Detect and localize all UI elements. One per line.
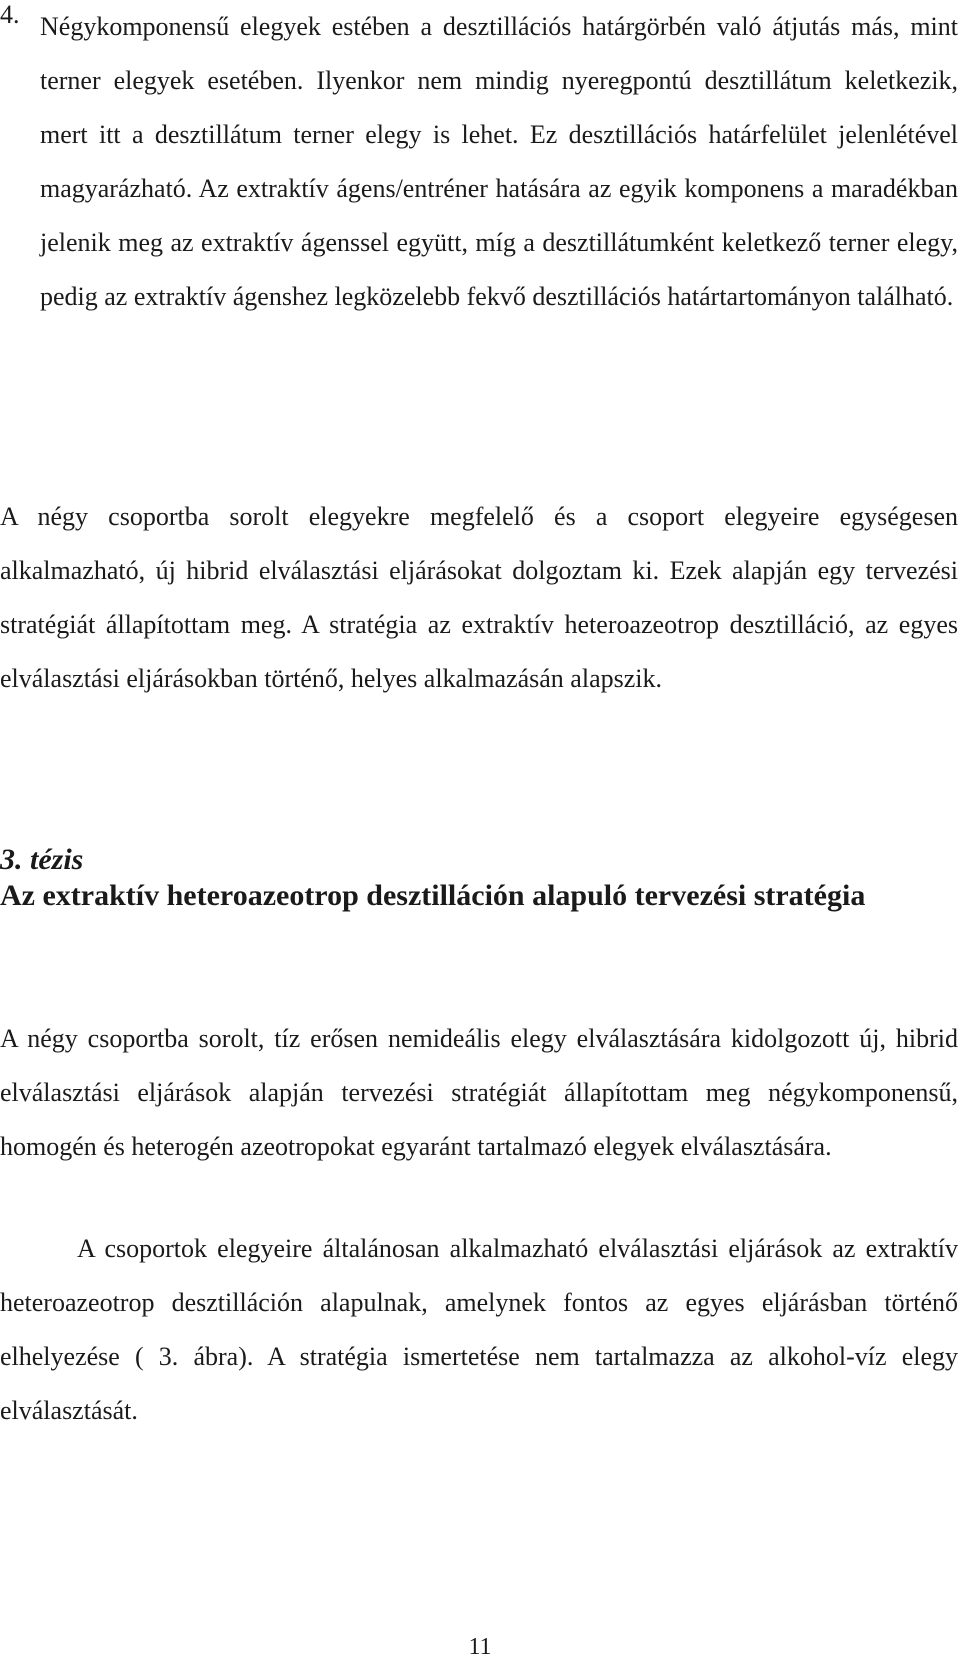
thesis-number: 3. tézis	[0, 843, 84, 876]
paragraph-separation-procedures: A csoportok elegyeire általánosan alkalmazható elválasztási eljárások az extraktív heteroazeotrop desztilláción alapulnak, amelynek fontos az egyes eljárásban történő elhelyezése ( 3. ábra). A stratégia ismertetése nem tartalmazza az alkohol-víz elegy elválasztását.	[0, 1234, 958, 1425]
thesis-title: Az extraktív heteroazeotrop desztilláción alapuló tervezési stratégia	[0, 879, 866, 912]
list-marker: 4.	[0, 0, 20, 29]
item-4-text: Négykomponensű elegyek estében a desztillációs határgörbén való átjutás más, mint terner elegyek esetében. Ilyenkor nem mindig nyeregpontú desztillátum keletkezik, mert itt a desztillátum terner elegy is lehet. Ez desztillációs határfelület jelenlétével magyarázható. Az extraktív ágens/entréner hatására az egyik komponens a maradékban jelenik meg az extraktív ágenssel együtt, míg a desztillátumként keletkező terner elegy, pedig az extraktív ágenshez legközelebb fekvő desztillációs határtartományon található.	[40, 12, 958, 311]
paragraph-hybrid-procedures: A négy csoportba sorolt elegyekre megfelelő és a csoport elegyeire egységesen alkalmazható, új hibrid elválasztási eljárásokat dolgoztam ki. Ezek alapján egy tervezési stratégiát állapítottam meg. A stratégia az extraktív heteroazeotrop desztilláció, az egyes elválasztási eljárásokban történő, helyes alkalmazásán alapszik.	[0, 502, 958, 693]
page-number: 11	[468, 1634, 492, 1660]
paragraph-design-strategy: A négy csoportba sorolt, tíz erősen nemideális elegy elválasztására kidolgozott új, hibrid elválasztási eljárások alapján tervezési stratégiát állapítottam meg négykomponensű, homogén és heterogén azeotropokat egyaránt tartalmazó elegyek elválasztására.	[0, 1024, 958, 1161]
numbered-item-4	[0, 0, 960, 324]
